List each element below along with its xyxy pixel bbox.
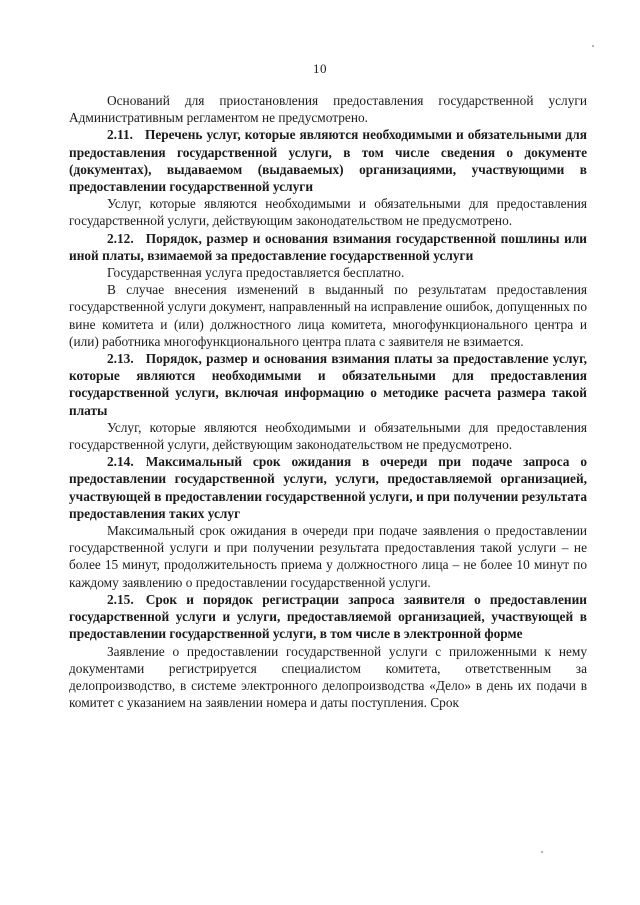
page-number: 10 — [313, 61, 327, 76]
paragraph-correction-no-fee: В случае внесения изменений в выданный по результатам предоставления государственной услуги документ, направленный на исправление ошибок, допущенных по вине комитета и (или) должностного лица комитета, многофункционального центра и (или) работника многофункционального центра плата с заявителя не взимается. — [69, 282, 587, 349]
section-number: 2.13. — [107, 351, 134, 367]
paragraph-2-13-text: Услуг, которые являются необходимыми и обязательными для предоставления государственной услуги, действующим законодательством не предусмотрено. — [69, 419, 587, 453]
section-title: Порядок, размер и основания взимания платы за предоставление услуг, которые являются необходимыми и обязательными для предоставления государственной услуги, включая информацию о методике расчета размера такой платы — [69, 351, 587, 418]
paragraph-queue-time: Максимальный срок ожидания в очереди при подаче заявления о предоставлении государственной услуги и при получении результата предоставления такой услуги – не более 15 минут, продолжительность приема у должностного лица – не более 10 минут по каждому заявлению о предоставлении государственной услуги. — [69, 523, 587, 590]
section-number: 2.12. — [107, 230, 134, 246]
section-title: Перечень услуг, которые являются необходимыми и обязательными для предоставления государственной услуги, в том числе сведения о документе (документах), выдаваемом (выдаваемых) организациями, участвующими в предоставлении государственной услуги — [69, 127, 587, 195]
section-heading-2-12 — [69, 230, 587, 264]
paragraph-free-service: Государственная услуга предоставляется бесплатно. — [107, 265, 405, 281]
section-title: Срок и порядок регистрации запроса заявителя о предоставлении государственной услуги и услуги, предоставляемой организацией, участвующей в предоставлении государственной услуги, в том числе в электронной форме — [69, 591, 587, 642]
section-number: 2.11. — [107, 127, 133, 143]
section-title: Максимальный срок ожидания в очереди при подаче запроса о предоставлении государственной услуги, услуги, предоставляемой организацией, участвующей в предоставлении государственной услуги, и при получении результата предоставления таких услуг — [69, 454, 587, 521]
paragraph-registration: Заявление о предоставлении государственной услуги с приложенными к нему документами регистрируется специалистом комитета, ответственным за делопроизводство, в системе электронного делопроизводства «Дело» в день их подачи в комитет с указанием на заявлении номера и даты поступления. Срок — [69, 643, 587, 711]
section-heading-2-15 — [69, 591, 587, 643]
paragraph-2-11-text: Услуг, которые являются необходимыми и обязательными для предоставления государственной услуги, действующим законодательством не предусмотрено. — [69, 196, 587, 229]
section-heading-2-11 — [69, 126, 587, 195]
section-heading-2-14 — [69, 453, 587, 522]
section-number: 2.14. — [107, 454, 134, 470]
section-number: 2.15. — [107, 591, 134, 607]
scan-speck — [592, 45, 594, 47]
paragraph-suspension-grounds: Оснований для приостановления предоставления государственной услуги Административным регламентом не предусмотрено. — [69, 93, 587, 126]
section-heading-2-13 — [69, 350, 587, 419]
scan-speck — [541, 851, 543, 853]
section-title: Порядок, размер и основания взимания государственной пошлины или иной платы, взимаемой за предоставление государственной услуги — [69, 230, 587, 263]
document-body — [69, 92, 587, 711]
